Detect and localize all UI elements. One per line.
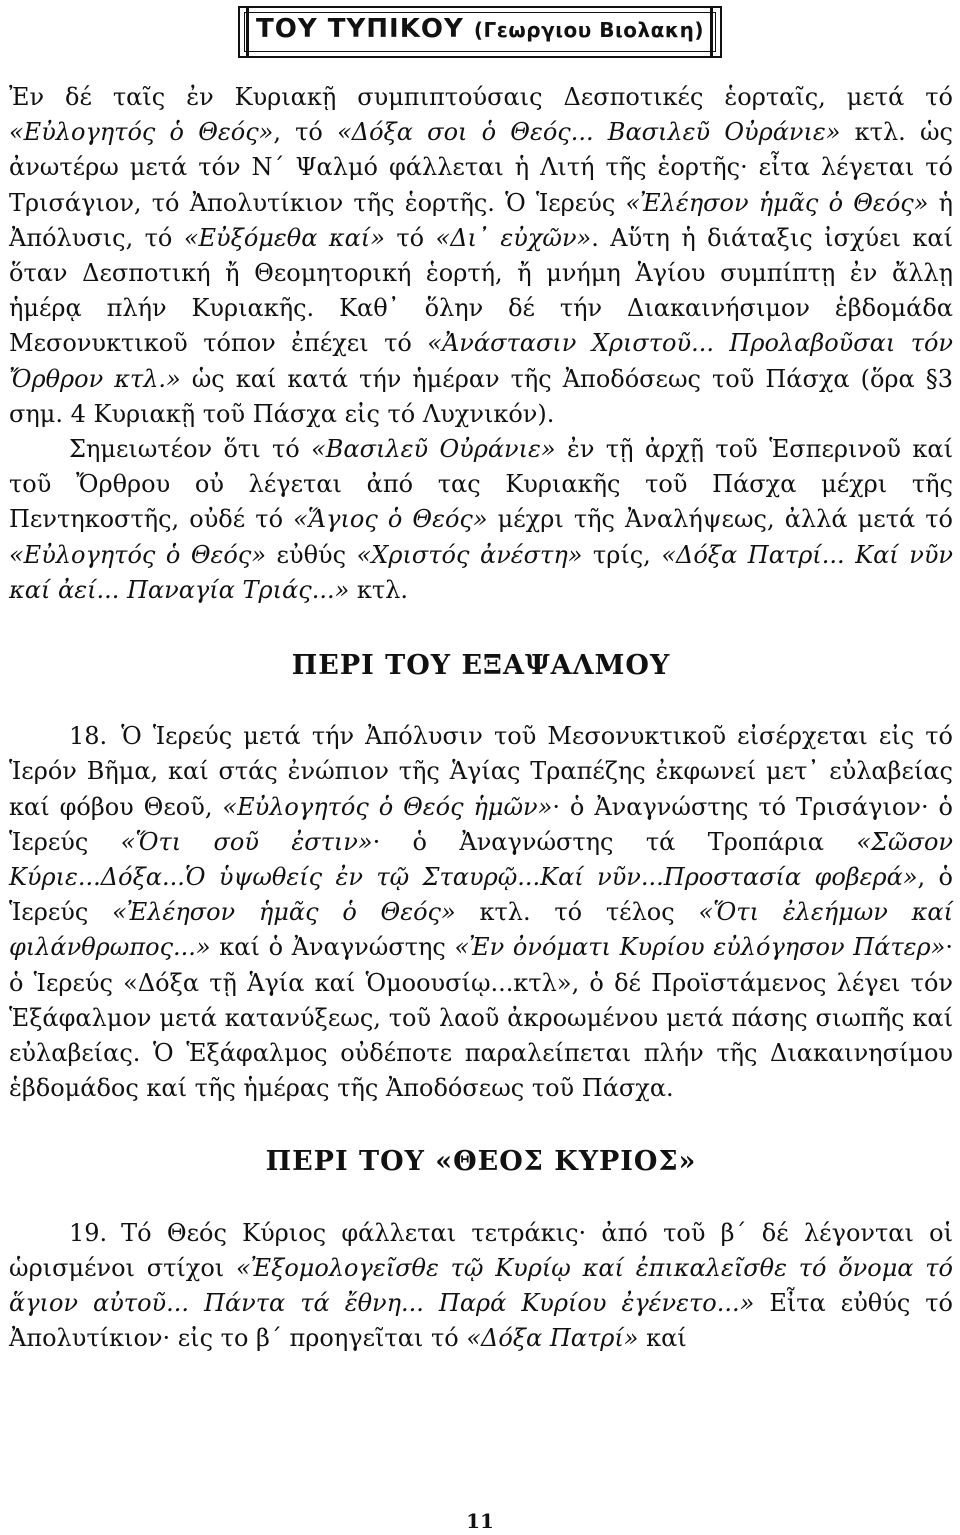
text-run: μέχρι τῆς Ἀναλήψεως, ἀλλά μετά τό	[487, 505, 953, 534]
text-run: ἐν τῇ ἀρχῇ τοῦ Ἑσπερινοῦ καί τοῦ Ὄρθρου οὐ λέγεται ἀπό τας Κυριακῆς τοῦ Πάσχα μέχρι τῆς Πεντηκοστῆς, οὐδέ τό	[9, 435, 954, 534]
paragraph-2	[9, 432, 953, 608]
italic-run: «Δόξα Πατρί... Καί νῦν καί ἀεί... Παναγία Τριάς...»	[9, 540, 953, 604]
italic-run: «Χριστός ἀνέστη»	[356, 540, 583, 569]
italic-run: «Δι᾽ εὐχῶν»	[435, 223, 592, 252]
italic-run: «Ὅτι ἐλεήμων καί φιλάνθρωπος...»	[9, 898, 953, 962]
text-run: Σημειωτέον ὅτι τό	[69, 435, 312, 464]
text-run: τό	[384, 223, 436, 252]
italic-run: «Εὐξόμεθα καί»	[183, 223, 385, 252]
paragraph-1	[9, 80, 953, 432]
text-run: κτλ.	[349, 575, 409, 604]
running-header	[0, 14, 960, 44]
text-run: . Αὕτη ἡ διάταξις ἰσχύει καί ὅταν Δεσποτική ἤ Θεομητορική ἑορτή, ἤ μνήμη Ἁγίου συμπίπτῃ ἐν ἄλλῃ ἡμέρᾳ πλήν Κυριακῆς. Καθ᾽ ὅλην δέ τήν Διακαινήσιμον ἑβδομάδα Μεσονυκτικοῦ τόπον ἐπέχει τό	[9, 223, 954, 358]
text-run: Ὁ Ἱερεύς μετά τήν Ἀπόλυσιν τοῦ Μεσονυκτικοῦ εἰσέρχεται εἰς τό Ἱερόν Βῆμα, καί στάς ἐνώπιον τῆς Ἁγίας Τραπέζης ἐκφωνεί μετ᾽ εὐλαβείας καί φόβου Θεοῦ,	[9, 722, 953, 821]
italic-run: «Εὐλογητός ὁ Θεός»	[9, 118, 274, 147]
header-author: (Γεωργιου Βιολακη)	[473, 18, 704, 42]
header-title: ΤΟΥ ΤΥΠΙΚΟΥ	[256, 14, 464, 44]
text-run: ἡ Ἀπόλυσις, τό	[9, 188, 953, 252]
italic-run: «Σῶσον Κύριε...Δόξα...Ὁ ὑψωθείς ἐν τῷ Σταυρῷ...Καί νῦν...Προστασία φοβερά»	[9, 827, 954, 892]
italic-run: «Βασιλεῦ Οὐράνιε»	[311, 435, 556, 464]
text-run: καί ὁ Ἀναγνώστης	[210, 933, 455, 962]
italic-run: «Ἅγιος ὁ Θεός»	[293, 505, 488, 534]
text-run: Τό Θεός Κύριος φάλλεται τετράκις· ἀπό τοῦ β΄ δέ λέγονται οἱ ὡρισμένοι στίχοι	[9, 1218, 953, 1282]
italic-run: «Ἐν ὀνόματι Κυρίου εὐλόγησον Πάτερ»	[454, 933, 946, 962]
text-run: Εἶτα εὐθύς τό Ἀπολυτίκιον· εἰς το β΄ προηγεῖται τό	[9, 1289, 953, 1353]
italic-run: «Ἀνάστασιν Χριστοῦ... Προλαβοῦσαι τόν Ὄρθρον κτλ.»	[9, 329, 954, 393]
italic-run: «Ἐλέησον ἡμᾶς ὁ Θεός»	[112, 898, 456, 927]
italic-run: «Δόξα σοι ὁ Θεός... Βασιλεῦ Οὐράνιε»	[337, 118, 841, 147]
italic-run: «Ἐξομολογεῖσθε τῷ Κυρίῳ καί ἐπικαλεῖσθε τό ὄνομα τό ἅγιον αὐτοῦ... Πάντα τά ἔθνη... Παρά Κυρίου ἐγένετο...»	[9, 1253, 953, 1318]
italic-run: «Εὐλογητός ὁ Θεός ἡμῶν»	[222, 792, 553, 821]
text-run: · ὁ Ἀναγνώστης τά Τροπάρια	[372, 827, 857, 856]
italic-run: «Ὅτι σοῦ ἐστιν»	[120, 827, 373, 856]
paragraph-18	[9, 719, 953, 1106]
text-run: κτλ. τό τέλος	[455, 898, 699, 927]
section-heading-exapsalmos: ΠΕΡΙ ΤΟΥ ΕΞΑΨΑΛΜΟΥ	[291, 650, 671, 682]
italic-run: «Εὐλογητός ὁ Θεός»	[9, 540, 267, 569]
text-run: , τό	[273, 118, 338, 147]
section-number: 19.	[69, 1218, 108, 1247]
page-number: 11	[466, 1509, 494, 1533]
section-heading-theos-kyrios: ΠΕΡΙ ΤΟΥ «ΘΕΟΣ ΚΥΡΙΟΣ»	[265, 1146, 697, 1178]
italic-run: «Ἐλέησον ἡμᾶς ὁ Θεός»	[625, 188, 929, 217]
paragraph-19	[9, 1216, 953, 1357]
section-number: 18.	[69, 722, 108, 751]
text-run: · ὁ Ἱερεύς «Δόξα τῇ Ἁγία καί Ὁμοουσίῳ...κτλ», ὁ δέ Προϊστάμενος λέγει τόν Ἑξάφαλμον μετά κατανύξεως, τοῦ λαοῦ ἀκροωμένου μετά πάσης σιωπῆς καί εὐλαβείας. Ὁ Ἑξάφαλμος οὐδέποτε παραλείπεται πλήν τῆς Διακαινησίμου ἑβδομάδος καί τῆς ἡμέρας τῆς Ἀποδόσεως τοῦ Πάσχα.	[9, 933, 953, 1103]
italic-run: «Δόξα Πατρί»	[466, 1324, 639, 1353]
page-body	[9, 80, 953, 1357]
text-run: τρίς,	[582, 540, 662, 569]
text-run: · ὁ Ἀναγνώστης τό Τρισάγιον· ὁ Ἱερεύς	[9, 792, 953, 856]
text-run: κτλ. ὡς ἀνωτέρω μετά τόν Ν΄ Ψαλμό φάλλεται ἡ Λιτή τῆς ἑορτῆς· εἶτα λέγεται τό Τρισάγιον, τό Ἀπολυτίκιον τῆς ἑορτῆς. Ὁ Ἱερεύς	[9, 118, 953, 217]
text-run: Ἐν δέ ταῖς ἐν Κυριακῇ συμπιπτούσαις Δεσποτικές ἑορταῖς, μετά τό	[9, 83, 953, 111]
text-run: ὡς καί κατά τήν ἡμέραν τῆς Ἀποδόσεως τοῦ Πάσχα (ὅρα §3 σημ. 4 Κυριακῇ τοῦ Πάσχα εἰς τό Λυχνικόν).	[9, 364, 953, 428]
text-run: εὐθύς	[266, 540, 357, 569]
text-run: , ὁ Ἱερεύς	[9, 863, 953, 927]
text-run: καί	[638, 1324, 687, 1353]
